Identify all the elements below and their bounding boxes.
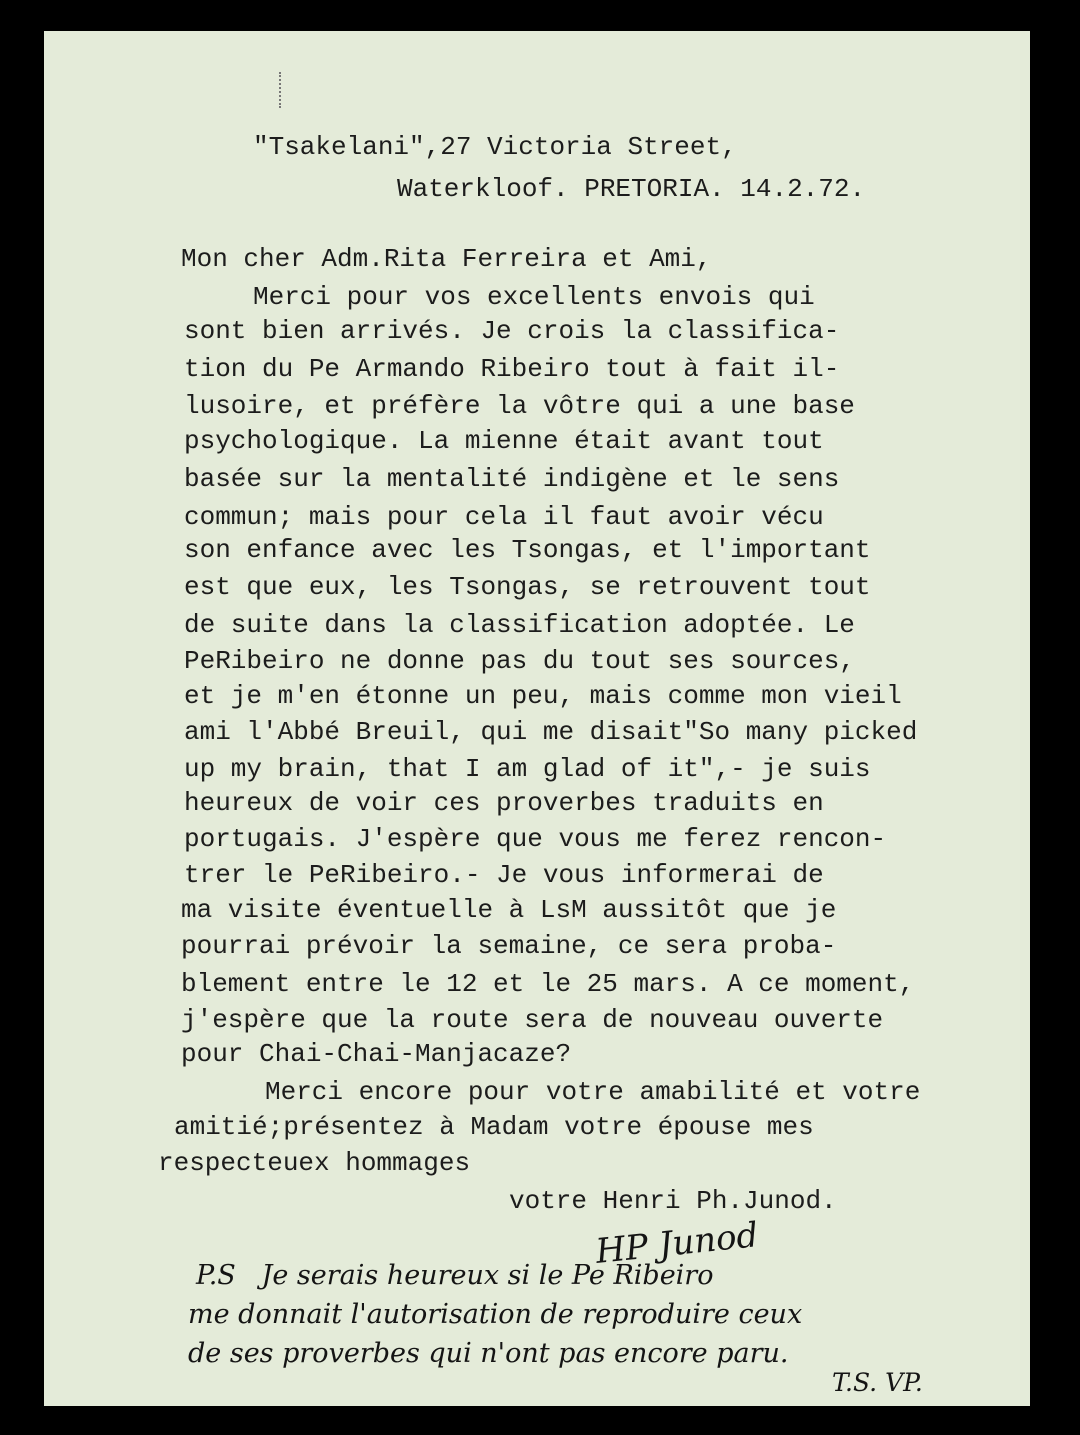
closing: votre Henri Ph.Junod. [509,1186,837,1216]
body-line: ami l'Abbé Breuil, qui me disait"So many picked [184,717,918,747]
body-line: de suite dans la classification adoptée. Le [184,610,855,640]
postscript-line: de ses proverbes qui n'ont pas encore paru. [188,1338,789,1369]
postscript-line: P.S Je serais heureux si le Pe Ribeiro [196,1260,714,1291]
body-line: j'espère que la route sera de nouveau ouverte [181,1005,884,1035]
body-line: portugais. J'espère que vous me ferez rencon- [184,824,887,854]
address-line-2: Waterkloof. PRETORIA. 14.2.72. [397,174,866,204]
body-line: psychologique. La mienne était avant tout [184,426,824,456]
postscript-line: me donnait l'autorisation de reproduire ceux [188,1299,803,1330]
body-line: ma visite éventuelle à LsM aussitôt que je [181,895,837,925]
body-line: Merci encore pour votre amabilité et votre [265,1077,921,1107]
body-line: trer le PeRibeiro.- Je vous informerai de [184,860,824,890]
salutation: Mon cher Adm.Rita Ferreira et Ami, [181,244,712,274]
body-line: et je m'en étonne un peu, mais comme mon vieil [184,681,902,711]
body-line: Merci pour vos excellents envois qui [253,282,815,312]
body-line: amitié;présentez à Madam votre épouse mes [174,1112,814,1142]
body-line: sont bien arrivés. Je crois la classifica- [184,316,840,346]
body-line: lusoire, et préfère la vôtre qui a une base [184,391,855,421]
body-line: PeRibeiro ne donne pas du tout ses sources, [184,646,855,676]
body-line: commun; mais pour cela il faut avoir vécu [184,502,824,532]
body-line: est que eux, les Tsongas, se retrouvent tout [184,572,871,602]
body-line: respecteuex hommages [158,1148,471,1178]
initials: T.S. VP. [832,1368,923,1397]
body-line: basée sur la mentalité indigène et le sens [184,464,840,494]
body-line: blement entre le 12 et le 25 mars. A ce moment, [181,969,915,999]
body-line: up my brain, that I am glad of it",- je suis [184,754,871,784]
body-line: heureux de voir ces proverbes traduits en [184,788,824,818]
body-line: son enfance avec les Tsongas, et l'important [184,535,871,565]
handwritten-signature: HP Junod [593,1215,761,1272]
address-line-1: "Tsakelani",27 Victoria Street, [253,132,737,162]
body-line: pour Chai-Chai-Manjacaze? [181,1039,572,1069]
body-line: pourrai prévoir la semaine, ce sera proba- [181,931,837,961]
body-line: tion du Pe Armando Ribeiro tout à fait il- [184,354,840,384]
paper-fold-mark [279,72,283,108]
